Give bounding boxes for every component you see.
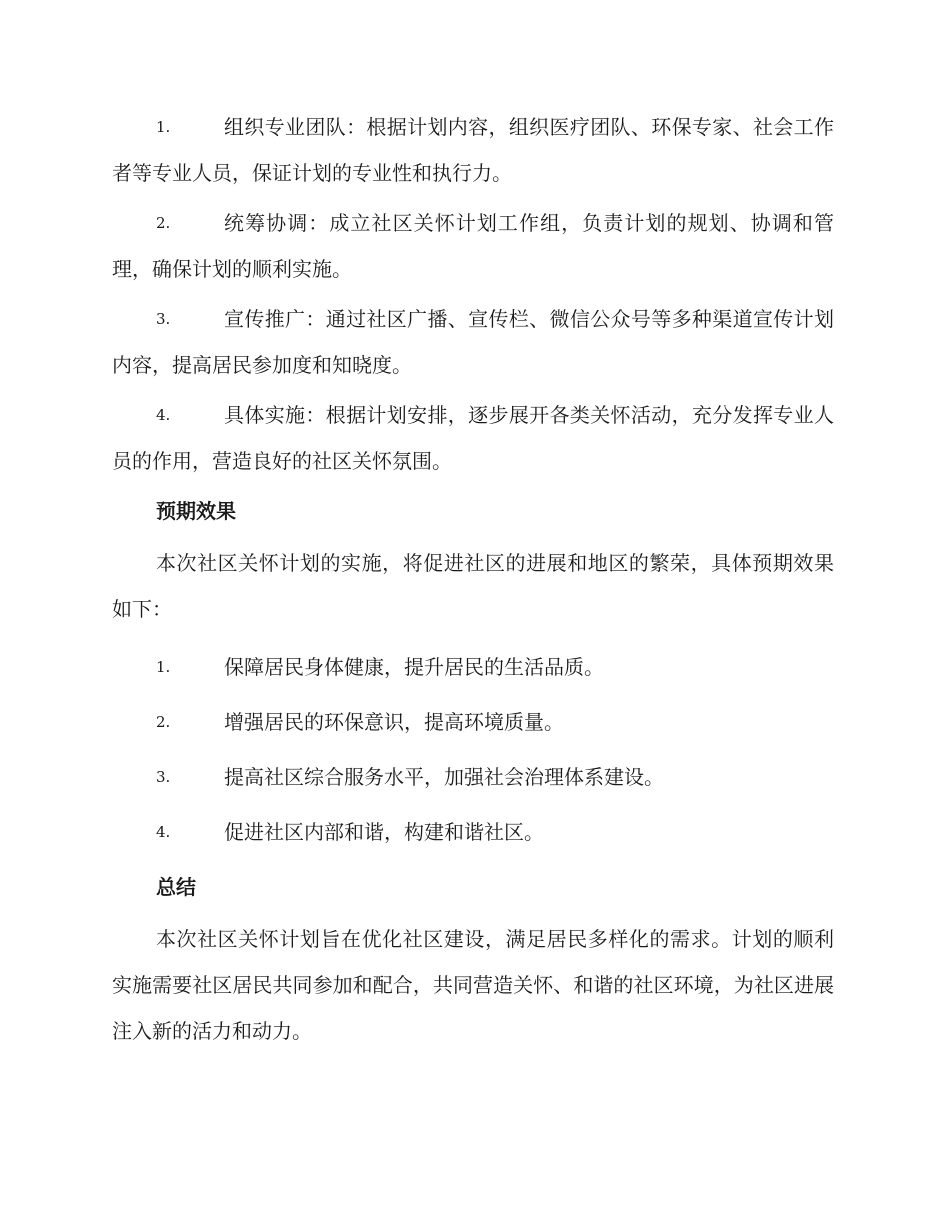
list-item — [112, 200, 834, 292]
list-item-text: 组织专业团队：根据计划内容，组织医疗团队、环保专家、社会工作者等专业人员，保证计划的专业性和执行力。 — [112, 115, 834, 185]
list-item — [112, 809, 834, 855]
list-item-text: 提高社区综合服务水平，加强社会治理体系建设。 — [224, 765, 664, 789]
list-item — [112, 699, 834, 745]
section-heading-summary: 总结 — [156, 875, 196, 899]
list-item-text: 增强居民的环保意识，提高环境质量。 — [224, 710, 564, 734]
list-item — [112, 644, 834, 690]
summary-paragraph: 本次社区关怀计划旨在优化社区建设，满足居民多样化的需求。计划的顺利实施需要社区居民共同参加和配合，共同营造关怀、和谐的社区环境，为社区进展注入新的活力和动力。 — [112, 927, 834, 1043]
list-item — [112, 392, 834, 484]
list-item — [112, 754, 834, 800]
list-number: 3. — [156, 768, 171, 786]
list-number: 4. — [156, 406, 171, 424]
list-number: 3. — [156, 310, 171, 328]
document-page — [112, 104, 834, 1066]
list-number: 2. — [156, 214, 171, 232]
section-heading-expected-effects: 预期效果 — [156, 499, 236, 523]
list-item — [112, 296, 834, 388]
list-number: 1. — [156, 658, 171, 676]
list-item-text: 促进社区内部和谐，构建和谐社区。 — [224, 820, 544, 844]
list-number: 4. — [156, 823, 171, 841]
expected-effects-intro: 本次社区关怀计划的实施，将促进社区的进展和地区的繁荣，具体预期效果如下： — [112, 551, 834, 621]
list-number: 1. — [156, 118, 171, 136]
list-number: 2. — [156, 713, 171, 731]
list-item-text: 保障居民身体健康，提升居民的生活品质。 — [224, 655, 604, 679]
list-item-text: 具体实施：根据计划安排，逐步展开各类关怀活动，充分发挥专业人员的作用，营造良好的社区关怀氛围。 — [112, 403, 834, 473]
list-item-text: 宣传推广：通过社区广播、宣传栏、微信公众号等多种渠道宣传计划内容，提高居民参加度和知晓度。 — [112, 307, 834, 377]
list-item — [112, 104, 834, 196]
list-item-text: 统筹协调：成立社区关怀计划工作组，负责计划的规划、协调和管理，确保计划的顺利实施。 — [112, 211, 834, 281]
